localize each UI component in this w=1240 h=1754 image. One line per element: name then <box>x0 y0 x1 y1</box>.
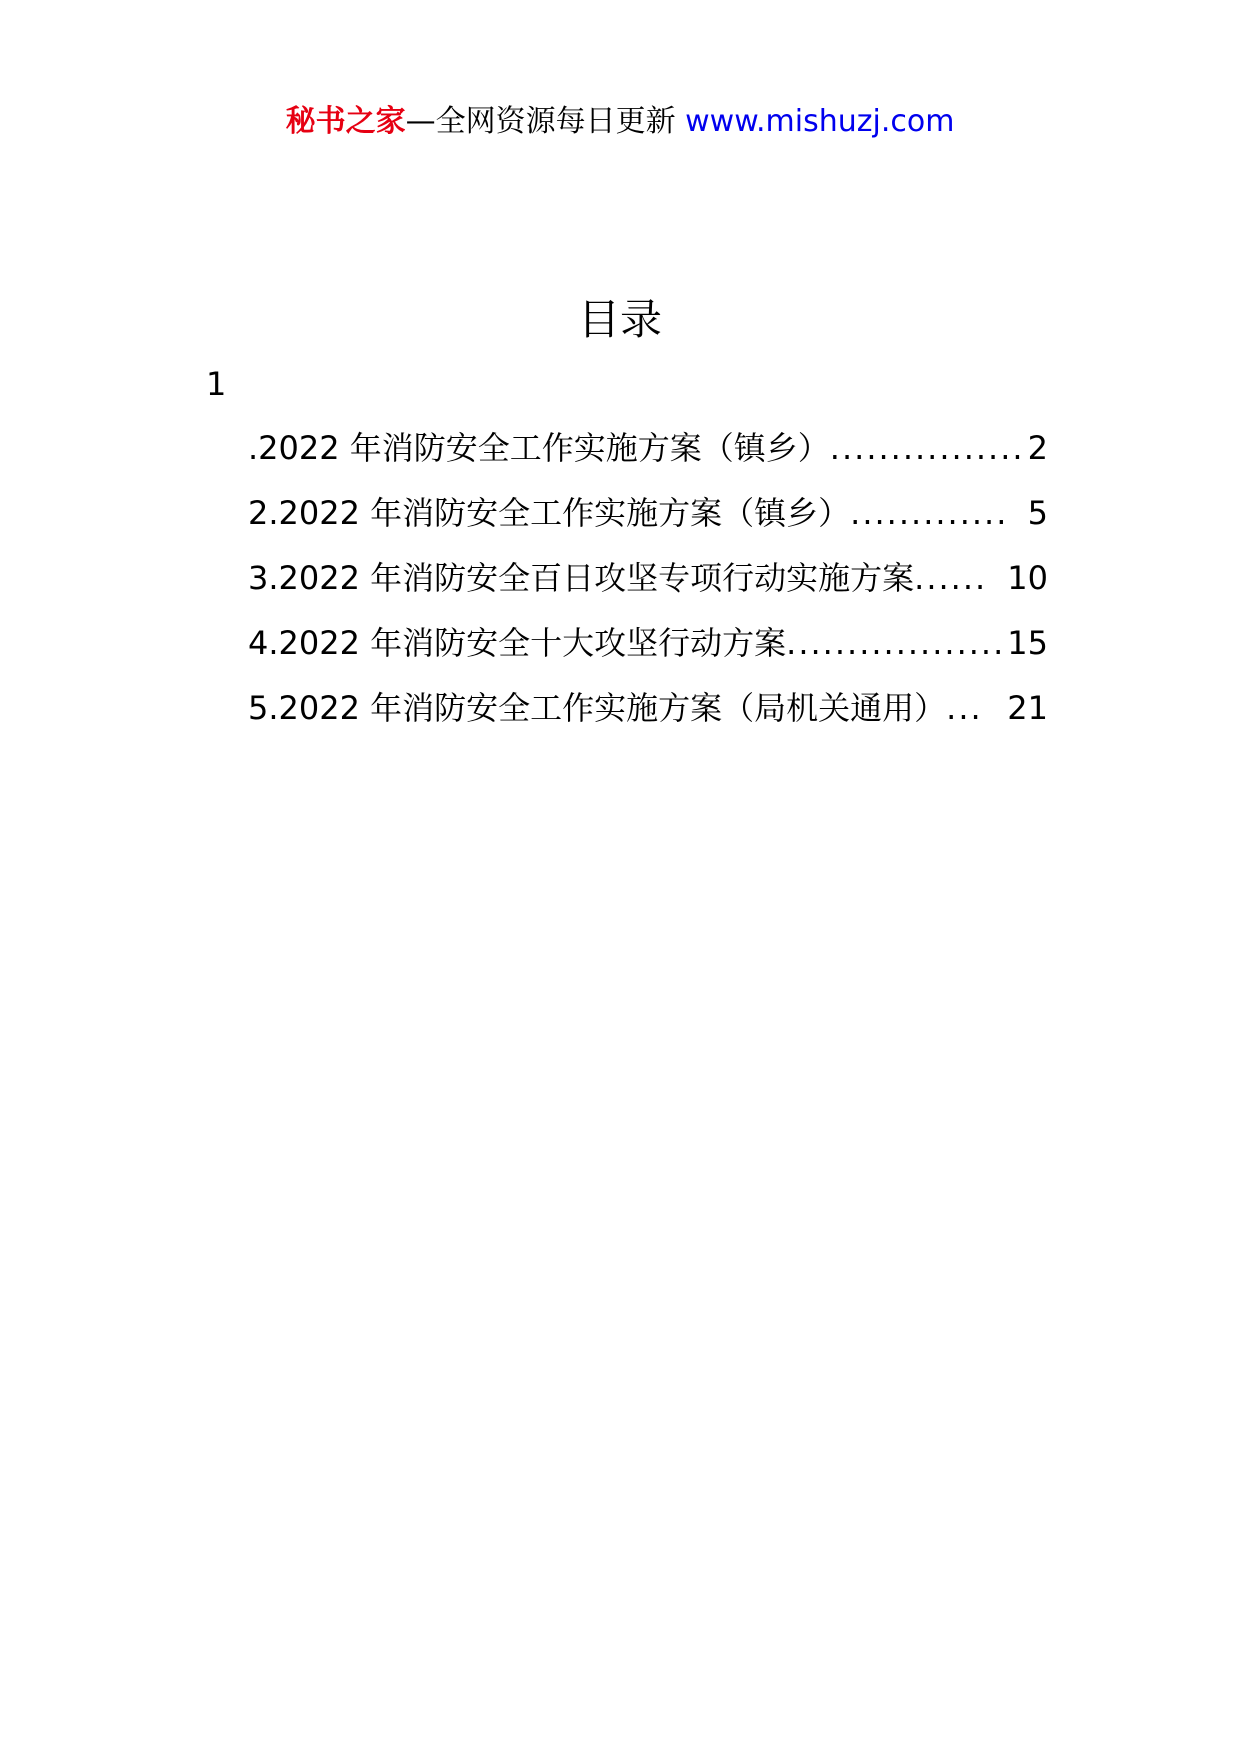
toc-dot-leader: ............. <box>850 494 1009 532</box>
toc-title: 目录 <box>577 295 662 344</box>
toc-entry-label: .2022 年消防安全工作实施方案（镇乡） <box>248 429 830 467</box>
toc-dot-leader: ... <box>946 689 983 727</box>
toc-page-number: 2 <box>1027 429 1048 467</box>
toc-entry-5[interactable] <box>248 686 1048 751</box>
brand-name: 秘书之家 <box>285 104 406 139</box>
site-url-link[interactable]: www.mishuzj.com <box>685 104 955 139</box>
toc-page-number: 5 <box>1027 494 1048 532</box>
toc-entry-1[interactable] <box>248 426 1048 491</box>
toc-page-number: 15 <box>1007 624 1048 662</box>
toc-entry-2[interactable] <box>248 491 1048 556</box>
toc-dot-leader: ...... <box>914 559 988 597</box>
toc-entry-label: 2.2022 年消防安全工作实施方案（镇乡） <box>248 494 851 532</box>
toc-page-number: 21 <box>1007 689 1048 727</box>
toc-entry-3[interactable] <box>248 556 1048 621</box>
site-header <box>0 100 1240 144</box>
toc-page-number: 10 <box>1007 559 1048 597</box>
toc-entry-label: 4.2022 年消防安全十大攻坚行动方案 <box>248 624 787 662</box>
toc-entry-label: 5.2022 年消防安全工作实施方案（局机关通用） <box>248 689 947 727</box>
site-slogan: —全网资源每日更新 <box>405 104 676 139</box>
toc-entry-label: 3.2022 年消防安全百日攻坚专项行动实施方案 <box>248 559 915 597</box>
toc-dot-leader: .................. <box>786 624 1006 662</box>
toc-entry-4[interactable] <box>248 621 1048 686</box>
table-of-contents <box>248 426 1048 751</box>
toc-stray-number: 1 <box>206 365 227 403</box>
toc-dot-leader: ................ <box>829 429 1025 467</box>
